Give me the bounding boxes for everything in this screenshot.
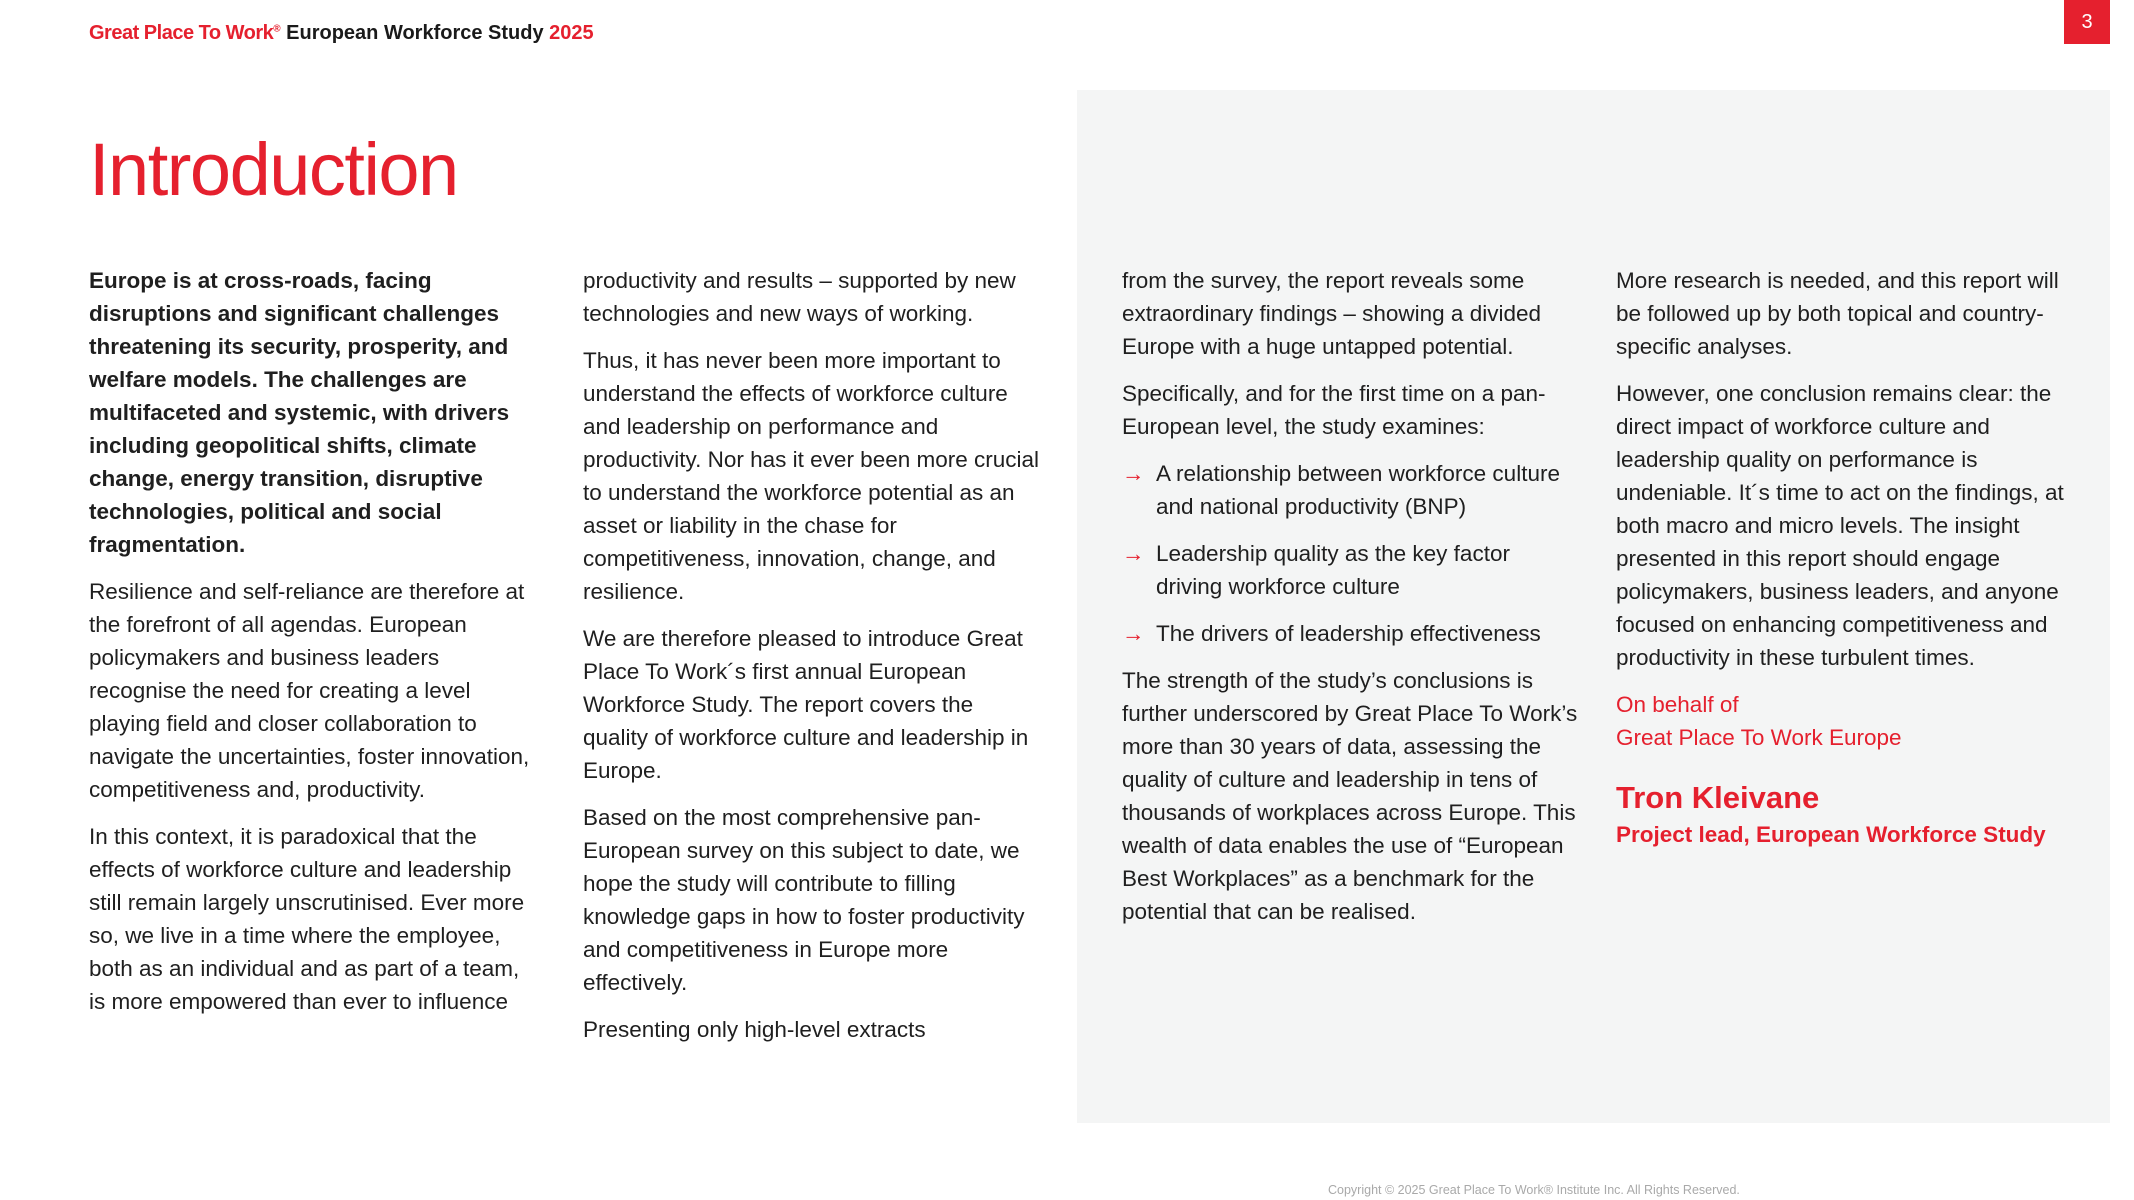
page-number: 3: [2064, 0, 2110, 44]
signature-intro: On behalf of: [1616, 692, 1739, 717]
lead-paragraph: Europe is at cross-roads, facing disruptions and significant challenges threatening its security, prosperity, and welfare models. The challenges are multifaceted and systemic, with drivers including geopolitical shifts, climate change, energy transition, disruptive technologies, political and social fragmentation.: [89, 268, 510, 557]
findings-list: [1122, 457, 1582, 650]
signature-organization: Great Place To Work Europe: [1616, 725, 1902, 750]
list-item: [1122, 537, 1582, 603]
signature-role: Project lead, European Workforce Study: [1616, 822, 2046, 847]
paragraph: Resilience and self-reliance are therefore at the forefront of all agendas. European policymakers and business leaders recognise the need for creating a level playing field and closer collaboration to navigate the uncertainties, foster innovation, competitiveness and, productivity.: [89, 579, 530, 802]
arrow-right-icon: →: [1122, 461, 1145, 486]
document-header: [89, 22, 594, 45]
paragraph: However, one conclusion remains clear: the direct impact of workforce culture and leadership quality on performance is undeniable. It´s time to act on the findings, at both macro and micro levels. The insight presented in this report should engage policymakers, business leaders, and anyone focused on enhancing competitiveness and productivity in these turbulent times.: [1616, 381, 2064, 670]
study-title: European Workforce Study: [286, 22, 544, 44]
paragraph: productivity and results – supported by new technologies and new ways of working.: [583, 268, 1016, 326]
paragraph: We are therefore pleased to introduce Great Place To Work´s first annual European Workforce Study. The report covers the quality of workforce culture and leadership in Europe.: [583, 626, 1029, 783]
brand-logo: Great Place To Work®: [89, 22, 281, 44]
column-1: [89, 264, 539, 1032]
registered-mark: ®: [273, 23, 281, 35]
paragraph: Presenting only high-level extracts: [583, 1017, 926, 1042]
list-item-text: The drivers of leadership effectiveness: [1156, 621, 1541, 646]
list-item: [1122, 457, 1582, 523]
paragraph: from the survey, the report reveals some extraordinary findings – showing a divided Europe with a huge untapped potential.: [1122, 268, 1541, 359]
column-2: [583, 264, 1043, 1060]
paragraph: Thus, it has never been more important to understand the effects of workforce culture and leadership on performance and productivity. Nor has it ever been more crucial to understand the workforce potential as an asset or liability in the chase for competitiveness, innovation, change, and resilience.: [583, 348, 1040, 604]
paragraph: The strength of the study’s conclusions is further underscored by Great Place To Work’s more than 30 years of data, assessing the quality of culture and leadership in tens of thousands of workplaces across Europe. This wealth of data enables the use of “European Best Workplaces” as a benchmark for the potential that can be realised.: [1122, 668, 1578, 924]
paragraph: More research is needed, and this report will be followed up by both topical and country-specific analyses.: [1616, 268, 2059, 359]
signature-name: Tron Kleivane: [1616, 780, 1820, 815]
list-item-text: Leadership quality as the key factor driving workforce culture: [1156, 541, 1510, 599]
paragraph: Based on the most comprehensive pan-European survey on this subject to date, we hope the study will contribute to filling knowledge gaps in how to foster productivity and competitiveness in Europe more effectively.: [583, 805, 1025, 995]
arrow-right-icon: →: [1122, 541, 1145, 566]
column-4: [1616, 264, 2086, 851]
paragraph: Specifically, and for the first time on a pan-European level, the study examines:: [1122, 381, 1546, 439]
paragraph: In this context, it is paradoxical that the effects of workforce culture and leadership still remain largely unscrutinised. Ever more so, we live in a time where the employee, both as an individual and as part of a team, is more empowered than ever to influence: [89, 824, 525, 1014]
list-item: [1122, 617, 1582, 650]
arrow-right-icon: →: [1122, 621, 1145, 646]
study-year: 2025: [549, 22, 594, 44]
list-item-text: A relationship between workforce culture and national productivity (BNP): [1156, 461, 1560, 519]
column-3: [1122, 264, 1582, 942]
copyright-footer: Copyright © 2025 Great Place To Work® Institute Inc. All Rights Reserved.: [1328, 1183, 1740, 1197]
page-title: Introduction: [89, 128, 458, 211]
